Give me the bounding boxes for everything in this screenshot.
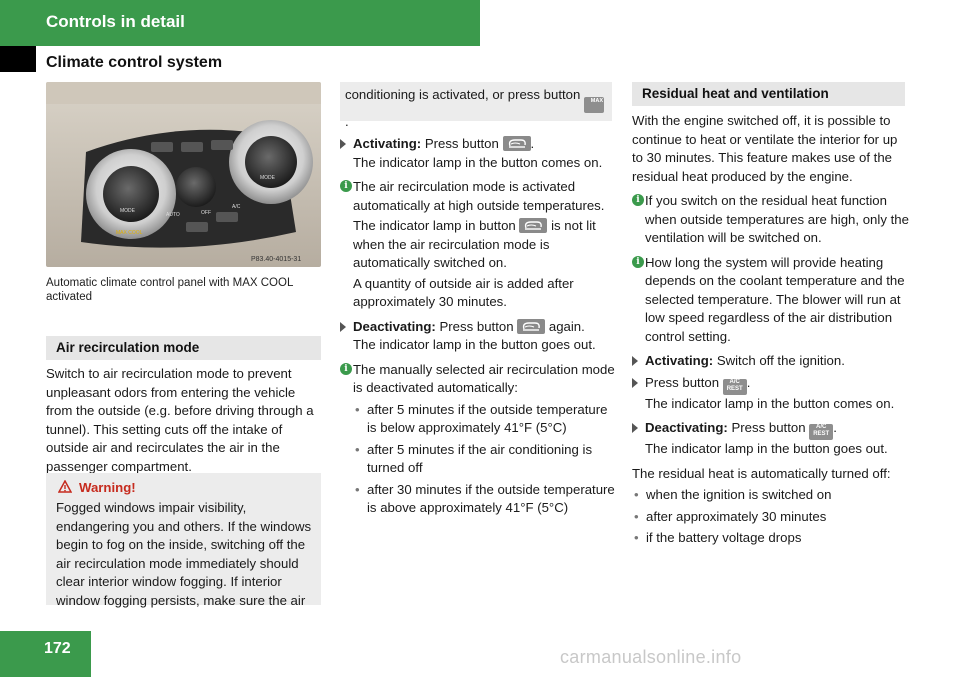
activating-result: The indicator lamp in the button comes on. xyxy=(353,154,603,170)
dial-label-mode-right: MODE xyxy=(260,175,275,181)
corner-marker xyxy=(0,46,36,72)
air-recirc-heading: Air recirculation mode xyxy=(46,336,321,360)
continued-text: conditioning is activated, or press button xyxy=(345,87,581,102)
recirculation-button-icon xyxy=(503,136,531,151)
watermark: carmanualsonline.info xyxy=(560,647,742,667)
deactivating-result: The indicator lamp in the button goes out. xyxy=(353,337,596,352)
air-recirc-intro-text: Switch to air recirculation mode to prevent unpleasant odors from entering the vehicle from the outside (e.g. before driving through a tunnel). This setting cuts off the intake of outside air and recirculates the air in the passenger compartment. xyxy=(46,366,314,474)
step-arrow-icon xyxy=(340,322,346,332)
recirculation-button-icon xyxy=(517,319,545,334)
recirculation-button-icon xyxy=(519,218,547,233)
residual-press-result: The indicator lamp in the button comes on. xyxy=(645,395,895,411)
residual-press-step: Press button A/C REST . xyxy=(632,374,910,395)
step-arrow-icon xyxy=(632,356,638,366)
deactivating-step: Deactivating: Press button again. xyxy=(340,318,615,337)
warning-triangle-icon xyxy=(58,480,72,493)
info-heating-duration: i How long the system will provide heating depends on the coolant temperature and the selected temperature. The blower will run at low speed regardless of the air distribution control setting. xyxy=(632,254,910,347)
list-item: • after 5 minutes if the air conditioning is turned off xyxy=(353,441,615,478)
air-recirc-intro xyxy=(46,365,324,476)
figure-caption: Automatic climate control panel with MAX COOL activated xyxy=(46,277,293,303)
info-high-temp: i If you switch on the residual heat function when outside temperatures are high, only the ventilation will be switched on. xyxy=(632,192,910,248)
info-icon: i xyxy=(632,256,644,268)
warning-title: Warning! xyxy=(79,480,136,495)
info-icon: i xyxy=(340,363,352,375)
warning-text: Fogged windows impair visibility, endangering you and others. If the windows begin to fog on the inside, switching off the air recirculation mode immediately should clear interior window fogging. If interior window fogging persists, make sure the air xyxy=(56,500,312,608)
step-arrow-icon xyxy=(632,378,638,388)
page-number: 172 xyxy=(44,640,71,657)
residual-heading: Residual heat and ventilation xyxy=(632,82,905,106)
ac-rest-button-icon: A/C REST xyxy=(723,379,747,395)
info-manual-recirc: i The manually selected air recirculation mode is deactivated automatically: • after 5 minutes if the outside temperature is below approximately 41°F (5°C) • after 5 minutes if the air conditioning is turned off • after 30 minutes if the outside temperature is above approximately 41°F (5°C) xyxy=(340,361,615,518)
info-icon: i xyxy=(340,180,352,192)
image-code: P83.40-4015-31 xyxy=(251,256,302,263)
residual-off-intro: The residual heat is automatically turned off: xyxy=(632,465,891,481)
dial-label-maxcool: MAX COOL xyxy=(116,230,143,236)
max-defrost-button-icon: MAX xyxy=(584,97,604,113)
info-icon: i xyxy=(632,194,644,206)
residual-deactivating-step: Deactivating: Press button A/C REST . xyxy=(632,419,910,440)
chapter-title: Controls in detail xyxy=(46,12,185,31)
ac-rest-button-icon: A/C REST xyxy=(809,424,833,440)
right-column xyxy=(632,112,910,548)
section-title: Climate control system xyxy=(46,54,223,71)
step-arrow-icon xyxy=(632,423,638,433)
continued-warning-box xyxy=(340,82,612,129)
dial-label-off: OFF xyxy=(201,210,211,216)
residual-deactivating-result: The indicator lamp in the button goes out. xyxy=(645,441,888,456)
activating-step: Activating: Press button . xyxy=(340,135,615,154)
list-item: • if the battery voltage drops xyxy=(632,529,910,548)
dial-label-auto: AUTO xyxy=(166,212,180,218)
dial-label-mode: MODE xyxy=(120,208,135,214)
list-item: • when the ignition is switched on xyxy=(632,486,910,505)
continued-warning-text: conditioning is activated, or press button MAX. xyxy=(345,87,603,129)
info-auto-recirc: i The air recirculation mode is activated automatically at high outside temperatures. The indicator lamp in button is not lit when the air recirculation mode is automatically switched on. A quantity of outside air is added after approximately 30 minutes. xyxy=(340,178,615,312)
warning-box xyxy=(46,473,321,608)
list-item: • after approximately 30 minutes xyxy=(632,508,910,527)
dial-label-ac: A/C xyxy=(232,204,241,210)
climate-panel-photo xyxy=(46,82,321,267)
middle-column xyxy=(340,135,615,518)
step-arrow-icon xyxy=(340,139,346,149)
residual-intro: With the engine switched off, it is possible to continue to heat or ventilate the interior for up to 30 minutes. This feature makes use of the residual heat produced by the engine. xyxy=(632,113,898,184)
residual-activating-step: Activating: Switch off the ignition. xyxy=(632,352,910,371)
list-item: • after 5 minutes if the outside temperature is below approximately 41°F (5°C) xyxy=(353,401,615,438)
list-item: • after 30 minutes if the outside temperature is above approximately 41°F (5°C) xyxy=(353,481,615,518)
